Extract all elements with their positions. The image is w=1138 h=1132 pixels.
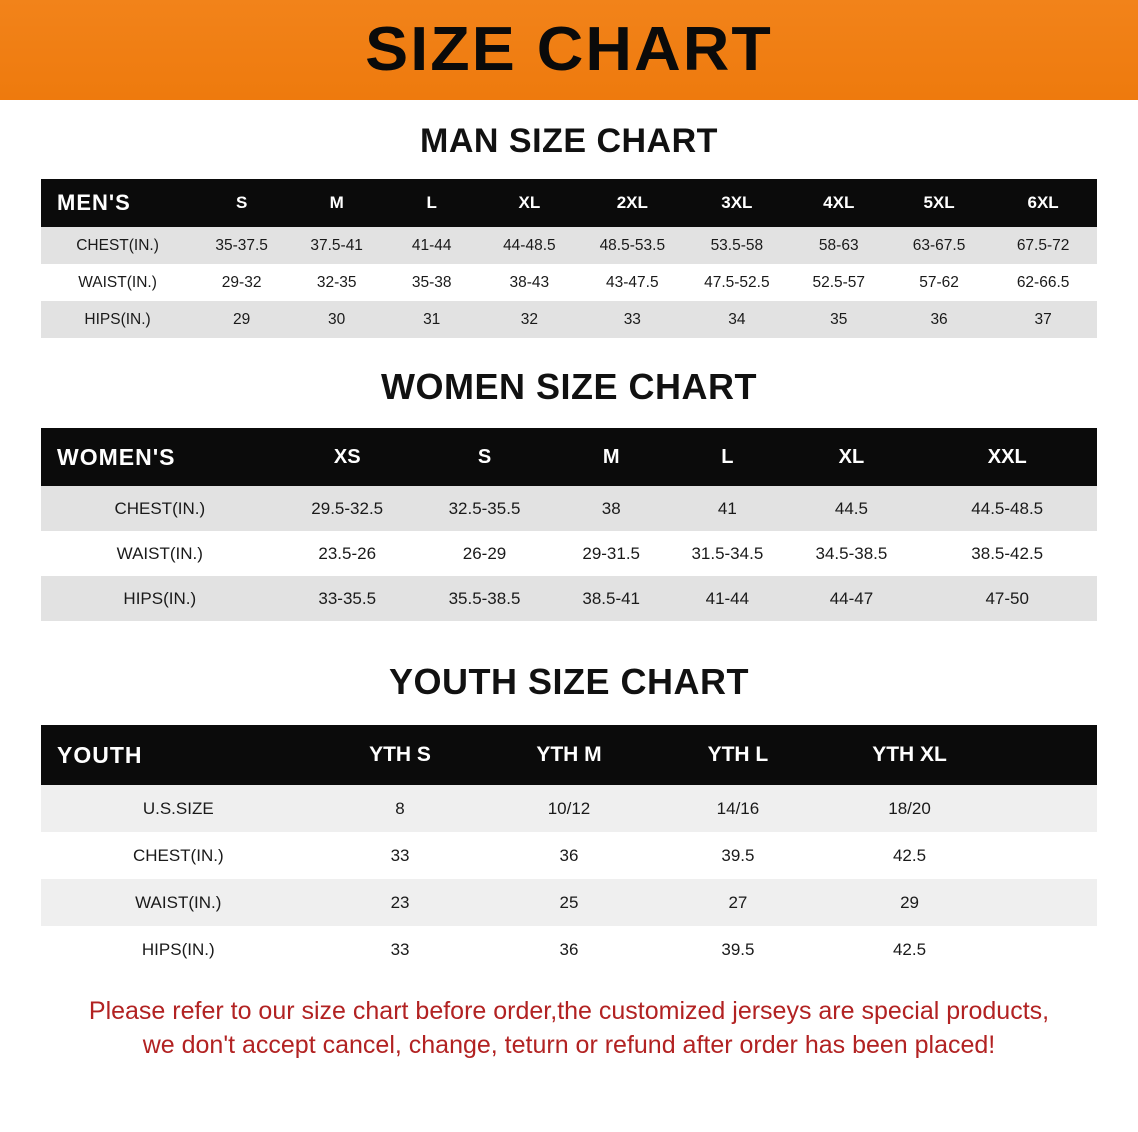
youth-row-1-spacer [997,832,1097,879]
youth-row-1-cell-0: 33 [390,845,410,865]
youth-header-cell-1: YTH S [369,743,431,766]
youth-row-2-cell-2: 27 [728,892,748,912]
man-header-row [41,179,1097,227]
women-row-2-cell-5: 47-50 [985,588,1029,608]
youth-size-table [41,725,1097,973]
women-row-2-cell-3: 41-44 [705,588,750,608]
table-row [41,486,1097,531]
man-row-1-cell-5: 47.5-52.5 [704,273,770,291]
man-header-cell-0: MEN'S [57,190,131,215]
man-header-cell-9: 6XL [1027,193,1059,212]
women-header-cell-1: XS [333,445,361,468]
youth-header-cell-2: YTH M [536,743,602,766]
man-size-table [41,179,1097,338]
man-row-0-cell-4: 48.5-53.5 [599,236,666,254]
man-row-1-cell-6: 52.5-57 [812,273,866,291]
page-banner [0,0,1138,100]
man-row-2-cell-3: 32 [520,310,538,328]
youth-header-row [41,725,1097,785]
youth-row-1-cell-1: 36 [559,845,579,865]
man-row-1-cell-0: 29-32 [221,273,262,291]
youth-row-1-cell-2: 39.5 [721,845,755,865]
women-header-cell-5: XL [838,445,865,468]
man-row-2-cell-5: 34 [728,310,746,328]
youth-row-0-cell-1: 10/12 [547,798,591,818]
women-row-2-label: HIPS(IN.) [123,588,197,608]
youth-row-2-cell-0: 23 [390,892,410,912]
women-row-0-cell-0: 29.5-32.5 [311,498,384,518]
youth-row-1-label: CHEST(IN.) [132,845,224,865]
policy-note-line-2: we don't accept cancel, change, teturn or refund after order has been placed! [142,1030,996,1059]
youth-table-wrapper [0,725,1138,973]
youth-header-cell-0: YOUTH [57,741,143,768]
man-header-cell-1: S [235,193,248,212]
youth-row-3-cell-3: 42.5 [892,939,927,959]
policy-note [36,995,1102,1063]
table-row [41,832,1097,879]
women-header-cell-0: WOMEN'S [57,443,176,470]
women-row-0-cell-5: 44.5-48.5 [971,498,1044,518]
women-row-2-cell-4: 44-47 [829,588,874,608]
women-row-1-cell-3: 31.5-34.5 [691,543,764,563]
man-row-1-cell-3: 38-43 [509,273,550,291]
women-row-2-cell-1: 35.5-38.5 [448,588,521,608]
man-row-0-cell-0: 35-37.5 [215,236,268,254]
man-row-0-label: CHEST(IN.) [76,236,159,254]
table-row [41,785,1097,832]
women-size-table [41,428,1097,621]
women-row-0-cell-4: 44.5 [834,498,868,518]
women-row-1-label: WAIST(IN.) [116,543,203,563]
youth-row-3-cell-1: 36 [559,939,579,959]
table-row [41,264,1097,301]
table-row [41,227,1097,264]
man-row-0-cell-5: 53.5-58 [710,236,764,254]
women-row-0-cell-1: 32.5-35.5 [448,498,521,518]
women-section-title: WOMEN SIZE CHART [381,366,757,407]
man-row-2-cell-2: 31 [423,310,441,328]
women-header-cell-3: M [602,445,620,468]
women-row-2-cell-2: 38.5-41 [582,588,641,608]
man-row-2-cell-7: 36 [930,310,948,328]
table-row [41,879,1097,926]
youth-header-spacer [997,725,1097,785]
women-row-0-cell-2: 38 [601,498,621,518]
man-row-2-label: HIPS(IN.) [84,310,151,328]
man-row-2-cell-6: 35 [830,310,848,328]
youth-row-2-cell-3: 29 [900,892,919,912]
women-table-wrapper [0,428,1138,621]
youth-row-0-cell-3: 18/20 [888,798,931,818]
youth-row-2-cell-1: 25 [559,892,579,912]
women-row-1-cell-0: 23.5-26 [318,543,377,563]
table-row [41,576,1097,621]
man-row-1-cell-8: 62-66.5 [1016,273,1070,291]
man-row-1-cell-2: 35-38 [411,273,452,291]
women-header-cell-4: L [721,445,734,468]
youth-header-cell-3: YTH L [707,743,769,766]
policy-note-line-1: Please refer to our size chart before order,the customized jerseys are special products, [88,997,1050,1025]
women-row-0-cell-3: 41 [717,498,737,518]
table-row [41,531,1097,576]
youth-header-cell-4: YTH XL [872,743,947,766]
man-row-0-cell-3: 44-48.5 [503,236,556,254]
man-row-2-cell-8: 37 [1034,310,1052,328]
man-row-2-cell-0: 29 [233,310,251,328]
youth-row-3-label: HIPS(IN.) [141,939,215,959]
youth-section-title: YOUTH SIZE CHART [388,661,749,702]
youth-row-1-cell-3: 42.5 [892,845,927,865]
youth-row-3-cell-0: 33 [390,939,410,959]
youth-row-2-spacer [997,879,1097,926]
women-header-row [41,428,1097,486]
youth-row-0-cell-2: 14/16 [716,798,760,818]
youth-row-2-label: WAIST(IN.) [135,892,222,912]
banner-title: SIZE CHART [365,15,773,84]
women-row-1-cell-1: 26-29 [462,543,507,563]
youth-row-0-spacer [997,785,1097,832]
women-row-1-cell-4: 34.5-38.5 [815,543,888,563]
women-row-1-cell-5: 38.5-42.5 [971,543,1044,563]
man-row-1-cell-1: 32-35 [316,273,357,291]
women-header-cell-2: S [477,445,492,468]
man-header-cell-3: L [426,193,437,212]
man-section-title: MAN SIZE CHART [420,122,718,160]
youth-row-0-cell-0: 8 [395,798,405,818]
women-row-2-cell-0: 33-35.5 [318,588,377,608]
youth-row-0-label: U.S.SIZE [142,798,214,818]
man-row-0-cell-2: 41-44 [411,236,452,254]
man-header-cell-4: XL [518,193,541,212]
man-row-0-cell-7: 63-67.5 [912,236,966,254]
man-table-wrapper [0,179,1138,338]
women-row-1-cell-2: 29-31.5 [582,543,641,563]
table-row [41,926,1097,973]
youth-row-3-cell-2: 39.5 [721,939,755,959]
man-header-cell-7: 4XL [823,193,855,212]
man-header-cell-5: 2XL [616,193,648,212]
man-row-2-cell-4: 33 [623,310,641,328]
man-row-2-cell-1: 30 [328,310,346,328]
women-header-cell-6: XXL [987,445,1027,468]
table-row [41,301,1097,338]
women-row-0-label: CHEST(IN.) [114,498,206,518]
youth-row-3-spacer [997,926,1097,973]
man-row-0-cell-1: 37.5-41 [310,236,363,254]
man-row-1-label: WAIST(IN.) [78,273,157,291]
man-header-cell-6: 3XL [721,193,753,212]
man-row-0-cell-8: 67.5-72 [1016,236,1070,254]
man-header-cell-8: 5XL [923,193,955,212]
man-header-cell-2: M [329,193,344,212]
man-row-1-cell-7: 57-62 [919,273,959,291]
man-row-0-cell-6: 58-63 [818,236,859,254]
man-row-1-cell-4: 43-47.5 [606,273,659,291]
